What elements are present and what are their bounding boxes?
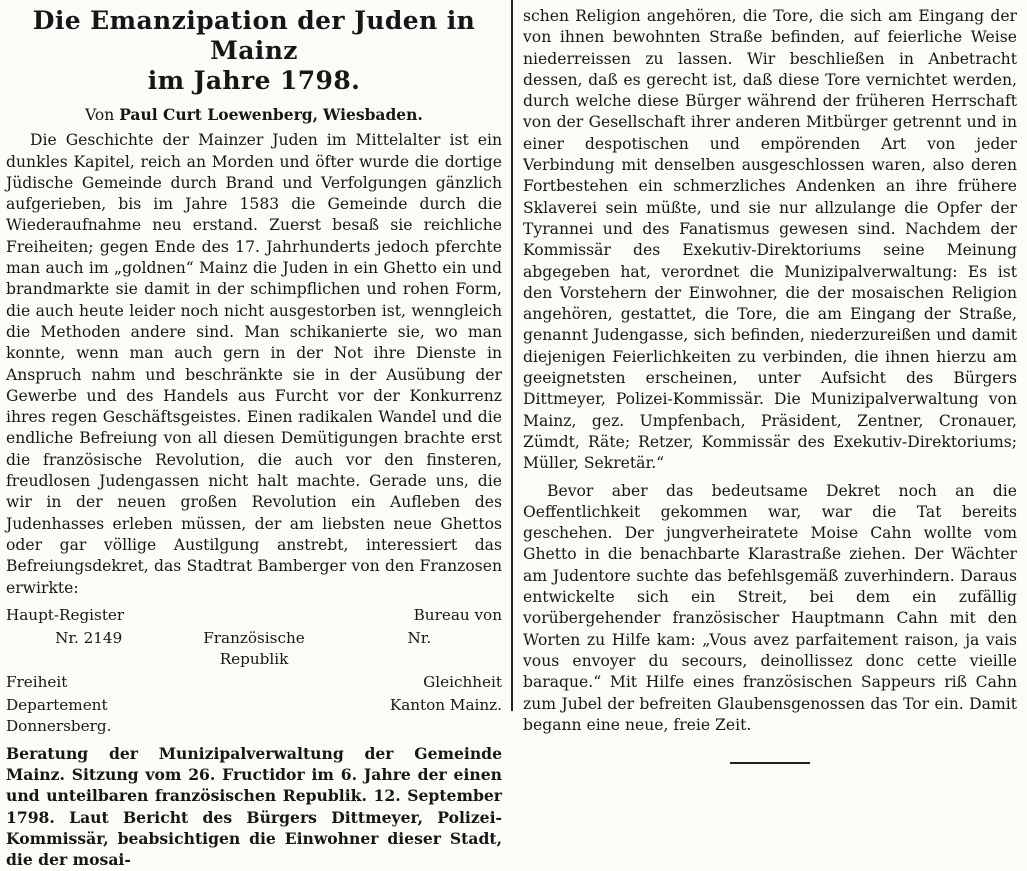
byline	[6, 104, 502, 126]
byline-author: Paul Curt Loewenberg,	[119, 105, 319, 124]
end-rule	[730, 762, 810, 764]
paragraph-decree-continued: schen Religion angehören, die Tore, die sich am Eingang der von ihnen bewohnten Straße befinden, auf feierliche Weise niederreissen zu lassen. Wir beschließen in Anbetracht dessen, daß es gerecht ist, daß diese Tore vernichtet werden, durch welche diese Bürger während der früheren Herrschaft von der Gesellschaft ihrer anderen Mitbürger getrennt und in einer despotischen und empörenden Art von jeder Verbindung mit denselben ausgeschlossen waren, also deren Fortbestehen ein schmerzliches Andenken an ihre frühere Sklaverei sein müßte, und sie nur allzulange die Opfer der Tyrannei und des Fanatismus gewesen sind. Nachdem der Kommissär des Exekutiv-Direktoriums seine Meinung abgegeben hat, verordnet die Munizipalverwaltung: Es ist den Vorstehern der Einwohner, die der mosaischen Religion angehören, gestattet, die Tore, die am Eingang der Straße, genannt Judengasse, sich befinden, niederzureißen und damit diejenigen Feierlichkeiten zu verbinden, die ihnen hierzu am geeignetsten erscheinen, unter Aufsicht des Bürgers Dittmeyer, Polizei-Kommissär. Die Munizipalverwaltung von Mainz, gez. Umpfenbach, Präsident, Zentner, Cronauer, Zümdt, Räte; Retzer, Kommissär des Exekutiv-Direktoriums; Müller, Sekretär.“	[523, 7, 1017, 473]
decree-bureau-label: Bureau von	[413, 605, 502, 624]
decree-freiheit: Freiheit	[6, 672, 68, 691]
paragraph-conclusion: Bevor aber das bedeutsame Dekret noch an die Oeffentlichkeit gekommen war, war die Tat bereits geschehen. Der jungverheiratete Moise Cahn wollte vom Ghetto in die benachbarte Klarastraße ziehen. Der Wächter am Judentore suchte das befehlsgemäß zuverhindern. Daraus entwickelte sich ein Streit, bei dem ein zufällig vorübergehender französischer Hauptmann Cahn mit den Worten zu Hilfe kam: „Vous avez parfaitement raison, ja vais vous envoyer du secours, deinollissez donc cette vieille baraque.“ Mit Hilfe eines französischen Sappeurs riß Cahn zum Jubel der befreiten Glaubensgenossen das Tor ein. Damit begann eine neue, freie Zeit.	[523, 481, 1017, 734]
decree-bureau-number: Nr.	[407, 628, 432, 647]
decree-republic: Französische Republik	[203, 628, 305, 668]
title-line-1: Die Emanzipation der Juden in Mainz	[32, 6, 476, 65]
right-column	[523, 6, 1017, 764]
left-column	[6, 6, 502, 871]
decree-row4-center	[171, 695, 336, 737]
paragraph-intro: Die Geschichte der Mainzer Juden im Mittelalter ist ein dunkles Kapitel, reich an Morden und öfter wurde die dortige Jüdische Gemeinde durch Brand und Verfolgungen gänzlich aufgerieben, bis im Jahre 1583 die Gemeinde durch die Wiederaufnahme neu erstand. Zuerst besaß sie reichliche Freiheiten; gegen Ende des 17. Jahrhunderts jedoch pferchte man auch im „goldnen“ Mainz die Juden in ein Ghetto ein und brandmarkte sie damit in der schimpflichen und rohen Form, die auch heute leider noch nicht ausgestorben ist, wenngleich die Methoden andere sind. Man schikanierte sie, wo man konnte, wenn man auch gern in der Not ihre Dienste in Anspruch nahm und beschränkte sie in der Ausübung der Gewerbe und des Handels aus Furcht vor der Konkurrenz ihres regen Geschäftsgeistes. Einen radikalen Wandel und die endliche Befreiung von all diesen Demütigungen brachte erst die französische Revolution, die auch vor den finsteren, freudlosen Judengassen nicht halt machte. Gerade uns, die wir in der neuen großen Revolution ein Aufleben des Judenhasses erleben müssen, der am liebsten neue Ghettos oder gar völlige Austilgung anstrebt, interessiert das Befreiungsdekret, das Stadtrat Bamberger von den Franzosen erwirkte:	[6, 131, 502, 597]
decree-register-label: Haupt-Register	[6, 605, 125, 624]
byline-prefix: Von	[85, 106, 115, 124]
paragraph-decree-text: Beratung der Munizipalverwaltung der Gemeinde Mainz. Sitzung vom 26. Fructidor im 6. Jahre der einen und unteilbaren französischen Republik. 12. September 1798. Laut Bericht des Bürgers Dittmeyer, Polizei-Kommissär, beabsichtigen die Einwohner dieser Stadt, die der mosai-	[6, 743, 502, 870]
title-line-2: im Jahre 1798.	[147, 66, 361, 95]
decree-gleichheit: Gleichheit	[423, 672, 502, 691]
decree-row1-center	[171, 605, 336, 626]
decree-kanton: Kanton Mainz.	[389, 695, 502, 714]
decree-header	[6, 605, 502, 737]
decree-row3-center	[171, 672, 336, 693]
decree-register-number: Nr. 2149	[55, 628, 123, 647]
column-divider	[511, 0, 513, 711]
byline-place: Wiesbaden.	[322, 105, 423, 124]
decree-departement: Departement Donnersberg.	[6, 695, 112, 735]
article-title	[6, 6, 502, 96]
